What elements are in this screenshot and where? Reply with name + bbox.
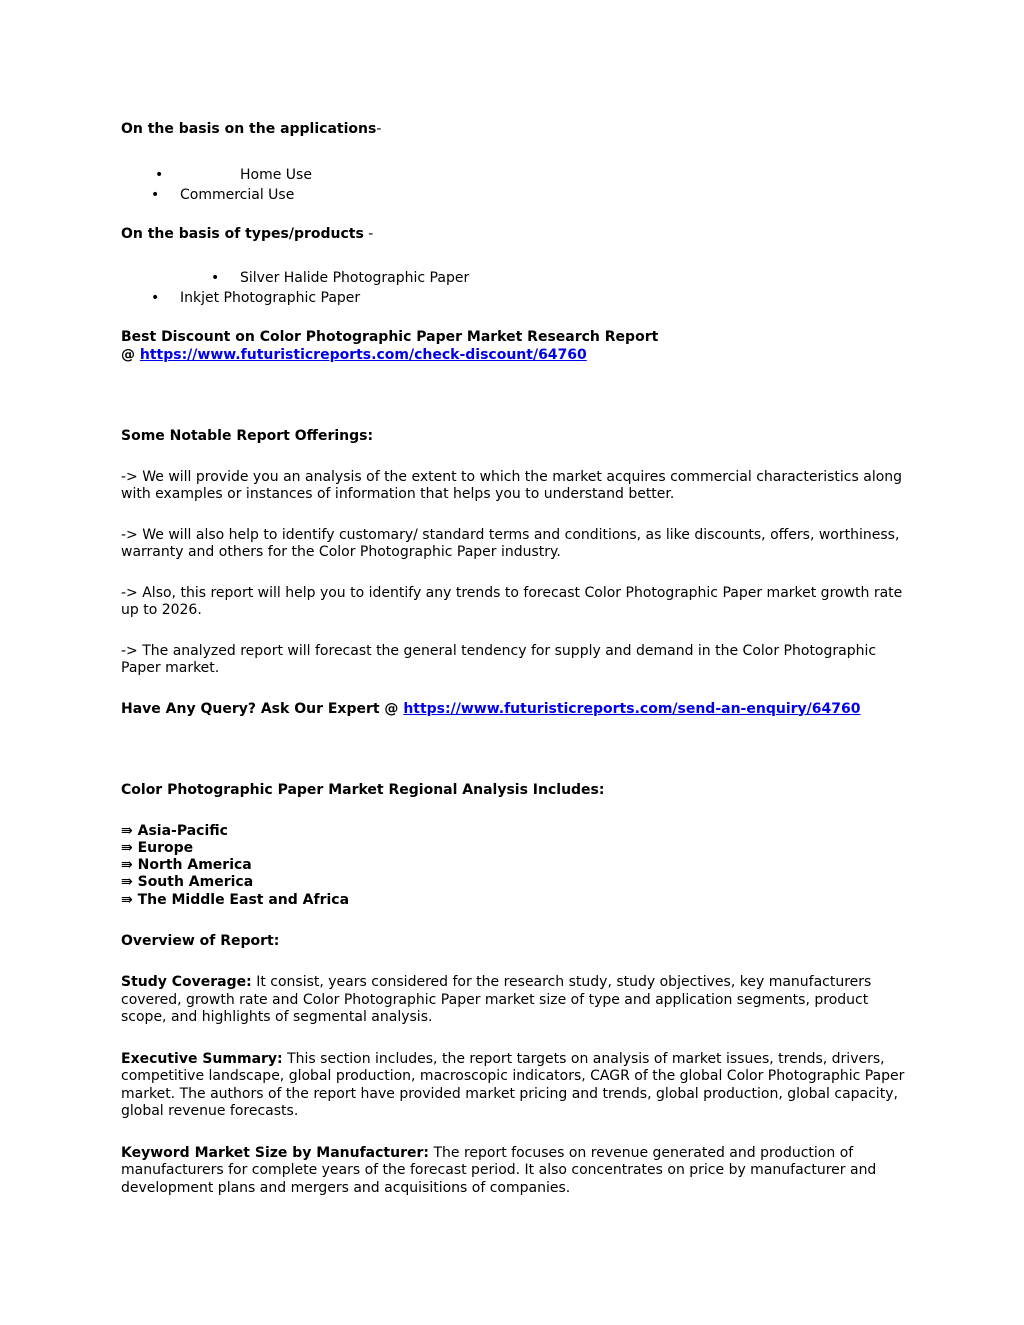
types-heading	[121, 226, 911, 244]
arrow-icon: ⇛	[121, 822, 133, 839]
overview-section	[121, 1051, 911, 1121]
overview-heading: Overview of Report:	[121, 932, 280, 949]
discount-at: @	[121, 346, 140, 363]
query-label: Have Any Query? Ask Our Expert @	[121, 700, 404, 717]
overview-section	[121, 1145, 911, 1198]
list-item-label: Silver Halide Photographic Paper	[240, 270, 470, 286]
applications-list	[121, 165, 911, 205]
applications-heading-suffix: -	[376, 121, 382, 137]
document-page	[121, 121, 911, 1197]
discount-link-line	[121, 347, 911, 365]
offerings-heading: Some Notable Report Offerings:	[121, 428, 374, 444]
region-label: The Middle East and Africa	[137, 891, 350, 908]
region-label: North America	[137, 857, 252, 874]
applications-heading	[121, 121, 911, 139]
region-label: South America	[137, 874, 254, 891]
discount-block	[121, 329, 911, 364]
region-item	[121, 874, 911, 891]
list-item-label: Inkjet Photographic Paper	[180, 290, 361, 306]
overview-section-label: Study Coverage:	[121, 974, 252, 991]
region-label: Asia-Pacific	[137, 822, 228, 839]
regional-heading: Color Photographic Paper Market Regional Analysis Includes:	[121, 782, 605, 798]
regions-list	[121, 823, 911, 909]
offering-paragraph: -> The analyzed report will forecast the general tendency for supply and demand in the Color Photographic Paper market.	[121, 642, 877, 676]
bullet-icon: •	[151, 290, 160, 306]
bullet-icon: •	[151, 186, 160, 203]
overview-section-text: It consist, years considered for the research study, study objectives, key manufacturers covered, growth rate and Color Photographic Paper market size of type and application segments, product scope, and highlights of segmental analysis.	[121, 974, 872, 1026]
offering-paragraph: -> We will also help to identify customary/ standard terms and conditions, as like discounts, offers, worthiness, warranty and others for the Color Photographic Paper industry.	[121, 526, 900, 560]
region-item	[121, 892, 911, 909]
region-label: Europe	[137, 839, 194, 856]
query-line	[121, 701, 911, 719]
overview-section-label: Keyword Market Size by Manufacturer:	[121, 1144, 429, 1161]
offering-paragraph: -> We will provide you an analysis of the extent to which the market acquires commercial characteristics along with examples or instances of information that helps you to understand better.	[121, 468, 903, 502]
arrow-icon: ⇛	[121, 857, 133, 874]
arrow-icon: ⇛	[121, 891, 133, 908]
bullet-icon: •	[155, 166, 164, 183]
list-item-label: Home Use	[240, 166, 312, 183]
list-item	[121, 185, 911, 205]
discount-link[interactable]: https://www.futuristicreports.com/check-discount/64760	[139, 346, 587, 363]
region-item	[121, 823, 911, 840]
arrow-icon: ⇛	[121, 839, 133, 856]
region-item	[121, 857, 911, 874]
overview-section-text: This section includes, the report targets on analysis of market issues, trends, drivers, competitive landscape, global production, macroscopic indicators, CAGR of the global Color Photographic Paper market. The authors of the report have provided market pricing and trends, global production, global capacity, global revenue forecasts.	[121, 1050, 905, 1120]
region-item	[121, 840, 911, 857]
types-heading-suffix: -	[363, 225, 374, 242]
list-item	[121, 288, 911, 308]
overview-section	[121, 974, 911, 1027]
types-list	[121, 268, 911, 308]
arrow-icon: ⇛	[121, 874, 133, 891]
list-item	[121, 268, 911, 288]
offering-paragraph: -> Also, this report will help you to identify any trends to forecast Color Photographic Paper market growth rate up to 2026.	[121, 584, 903, 618]
overview-section-text: The report focuses on revenue generated and production of manufacturers for complete years of the forecast period. It also concentrates on price by manufacturer and development plans and mergers and acquisitions of companies.	[121, 1144, 877, 1196]
discount-title: Best Discount on Color Photographic Paper Market Research Report	[121, 329, 659, 345]
enquiry-link[interactable]: https://www.futuristicreports.com/send-an-enquiry/64760	[403, 700, 861, 717]
bullet-icon: •	[211, 270, 220, 286]
types-heading-text: On the basis of types/products	[121, 225, 364, 242]
applications-heading-text: On the basis on the applications	[121, 121, 377, 137]
overview-section-label: Executive Summary:	[121, 1050, 283, 1067]
list-item-label: Commercial Use	[180, 186, 295, 203]
list-item	[121, 165, 911, 185]
